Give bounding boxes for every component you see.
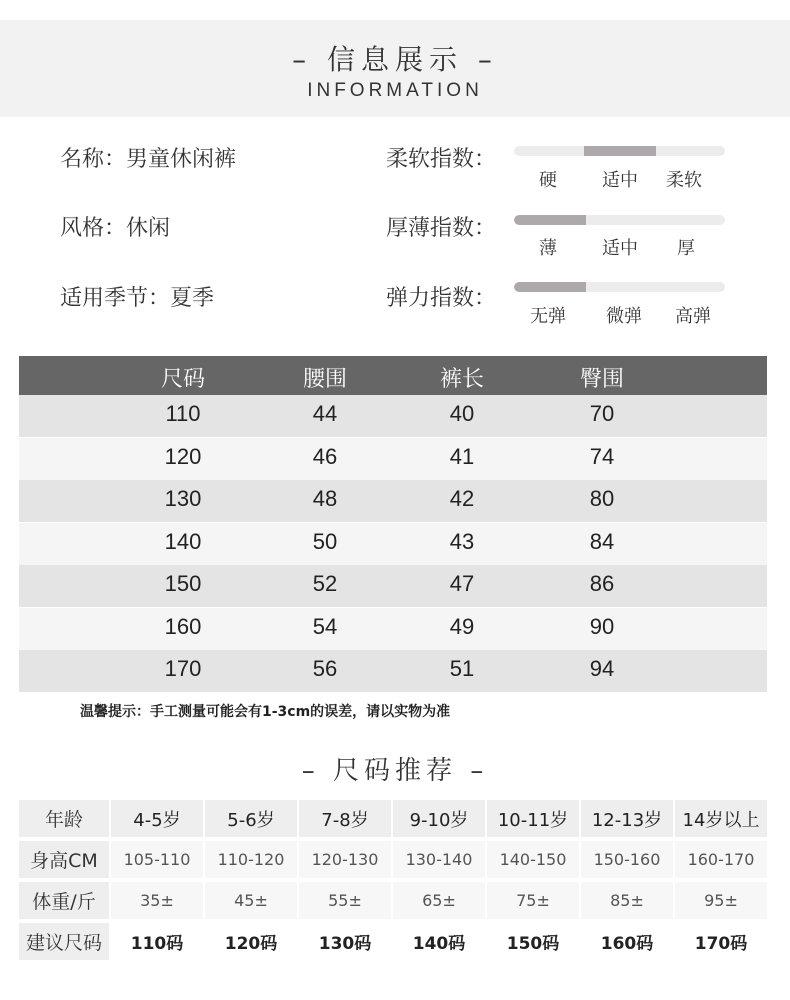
cell-hip: 80: [589, 486, 615, 511]
cell-hip: 84: [589, 528, 615, 554]
product-season: 适用季节：夏季: [60, 286, 215, 311]
thickness-index-label: 厚薄指数：: [386, 216, 497, 241]
table-row: [19, 438, 767, 480]
header-waist: 腰围: [302, 367, 347, 392]
table-row: [19, 650, 767, 692]
recommend-weight-cell: 45±: [205, 882, 297, 919]
cell-waist: 46: [312, 443, 338, 469]
thickness-index-fill: [514, 215, 586, 225]
cell-waist: 44: [312, 401, 338, 426]
recommend-size-cell: 120码: [205, 923, 297, 960]
recommend-weight-cell: 35±: [111, 882, 203, 919]
recommend-height-cell: 150-160: [581, 841, 673, 878]
cell-hip: 70: [589, 401, 615, 426]
cell-waist: 48: [312, 486, 338, 511]
recommend-age-cell: 7-8岁: [299, 800, 391, 837]
recommend-size-cell: 110码: [111, 923, 203, 960]
recommend-size-cell: 140码: [393, 923, 485, 960]
recommend-row-label: 年龄: [19, 800, 109, 837]
recommend-height-cell: 110-120: [205, 841, 297, 878]
table-row: [19, 565, 767, 607]
recommend-height-cell: 105-110: [111, 841, 203, 878]
recommend-title: – 尺码推荐 –: [301, 756, 489, 786]
elasticity-index-bar: [514, 282, 725, 292]
table-row: [19, 480, 767, 522]
elasticity-index-label: 弹力指数：: [386, 286, 497, 311]
recommend-size-cell: 160码: [581, 923, 673, 960]
product-style: 风格：休闲: [60, 216, 171, 241]
cell-size: 130: [164, 486, 202, 511]
cell-length: 41: [449, 443, 475, 469]
recommend-age-cell: 10-11岁: [487, 800, 579, 837]
recommend-weight-cell: 95±: [675, 882, 767, 919]
softness-scale-high: 柔软: [666, 170, 702, 191]
cell-length: 42: [449, 486, 475, 511]
recommend-weight-cell: 75±: [487, 882, 579, 919]
softness-index-label: 柔软指数：: [386, 147, 497, 172]
cell-size: 150: [164, 571, 202, 596]
cell-waist: 50: [312, 528, 338, 554]
recommend-weight-cell: 55±: [299, 882, 391, 919]
cell-length: 51: [449, 656, 475, 681]
recommend-age-cell: 4-5岁: [111, 800, 203, 837]
recommend-height-cell: 160-170: [675, 841, 767, 878]
recommend-size-cell: 170码: [675, 923, 767, 960]
section-title: – 信息展示 –: [292, 43, 498, 76]
thickness-index-bar: [514, 215, 725, 225]
thickness-scale-high: 厚: [677, 238, 695, 259]
recommend-height-cell: 140-150: [487, 841, 579, 878]
table-row: [19, 395, 767, 437]
header-hip: 臀围: [579, 367, 624, 392]
table-row: [19, 523, 767, 565]
info-header: [0, 20, 790, 117]
recommend-height-cell: 130-140: [393, 841, 485, 878]
cell-waist: 54: [312, 613, 338, 639]
elasticity-scale-high: 高弹: [675, 306, 711, 327]
recommend-weight-cell: 65±: [393, 882, 485, 919]
cell-size: 170: [164, 656, 202, 681]
cell-hip: 74: [589, 443, 615, 469]
cell-length: 40: [449, 401, 475, 426]
cell-hip: 94: [589, 656, 615, 681]
size-table-header: [19, 356, 767, 395]
measurement-tip: 温馨提示：手工测量可能会有1-3cm的误差，请以实物为准: [80, 704, 451, 720]
cell-size: 110: [165, 401, 201, 426]
recommend-row-label: 建议尺码: [19, 923, 109, 960]
softness-scale-low: 硬: [539, 170, 557, 191]
elasticity-scale-mid: 微弹: [606, 306, 642, 327]
cell-size: 160: [164, 613, 202, 639]
elasticity-index-fill: [514, 282, 586, 292]
recommend-weight-cell: 85±: [581, 882, 673, 919]
product-name: 名称：男童休闲裤: [60, 147, 237, 172]
recommend-row-label: 体重/斤: [19, 882, 109, 919]
cell-waist: 52: [312, 571, 338, 596]
softness-scale-mid: 适中: [602, 170, 638, 191]
cell-length: 47: [449, 571, 475, 596]
cell-length: 49: [449, 613, 475, 639]
section-subtitle: INFORMATION: [307, 80, 483, 101]
cell-size: 120: [164, 443, 202, 469]
softness-index-bar: [514, 146, 725, 156]
cell-hip: 86: [589, 571, 615, 596]
header-length: 裤长: [439, 367, 484, 392]
recommend-age-cell: 5-6岁: [205, 800, 297, 837]
cell-length: 43: [449, 528, 475, 554]
cell-hip: 90: [589, 613, 615, 639]
softness-index-fill: [584, 146, 656, 156]
elasticity-scale-low: 无弹: [530, 306, 566, 327]
table-row: [19, 608, 767, 650]
cell-size: 140: [164, 528, 202, 554]
header-size: 尺码: [160, 367, 205, 392]
thickness-scale-low: 薄: [539, 238, 557, 259]
recommend-row-label: 身高CM: [19, 841, 109, 878]
recommend-age-cell: 14岁以上: [675, 800, 767, 837]
recommend-size-cell: 130码: [299, 923, 391, 960]
thickness-scale-mid: 适中: [602, 238, 638, 259]
recommend-size-cell: 150码: [487, 923, 579, 960]
recommend-age-cell: 9-10岁: [393, 800, 485, 837]
recommend-height-cell: 120-130: [299, 841, 391, 878]
recommend-age-cell: 12-13岁: [581, 800, 673, 837]
cell-waist: 56: [312, 656, 338, 681]
